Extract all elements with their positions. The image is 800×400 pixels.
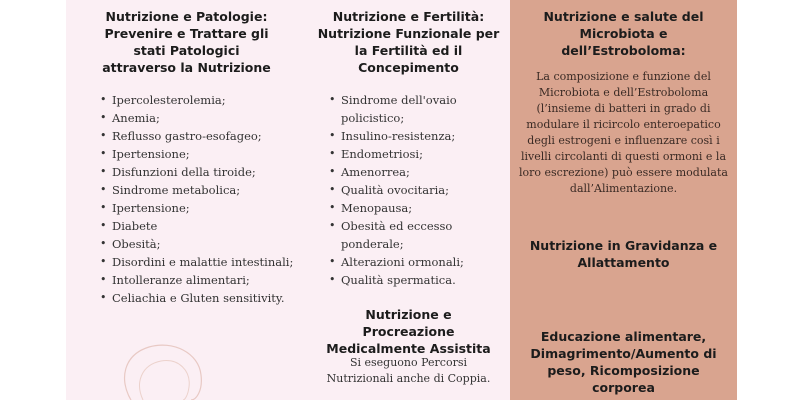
pma-title-line: Procreazione <box>362 324 455 339</box>
patologie-list <box>100 91 305 307</box>
list-item: • Reflusso gastro-esofageo; <box>100 127 305 145</box>
fertilita-title-line: Concepimento <box>358 60 459 75</box>
patologie-title-line: Prevenire e Trattare gli <box>104 26 269 41</box>
educazione-title-line: Dimagrimento/Aumento di <box>530 346 717 361</box>
column-patologie <box>66 0 307 400</box>
list-item: • Qualità ovocitaria; <box>329 181 464 199</box>
microbiota-text-line: dall’Alimentazione. <box>569 182 678 195</box>
fertilita-title-line: Nutrizione Funzionale per <box>317 26 500 41</box>
list-item: • Diabete <box>100 217 305 235</box>
microbiota-text-line: modulare il ricircolo enteroepatico <box>526 118 721 131</box>
fertilita-title <box>307 8 510 76</box>
list-item: • Intolleranze alimentari; <box>100 271 305 289</box>
list-item: • Celiachia e Gluten sensitivity. <box>100 289 305 307</box>
list-item: • Sindrome dell'ovaio policistico; <box>329 91 464 127</box>
column-microbiota <box>510 0 737 400</box>
list-item: • Ipertensione; <box>100 199 305 217</box>
educazione-title-line: peso, Ricomposizione <box>547 363 700 378</box>
list-item: • Ipertensione; <box>100 145 305 163</box>
microbiota-text-line: La composizione e funzione del <box>536 70 711 83</box>
decorative-swirl-icon <box>111 325 221 400</box>
list-item: • Menopausa; <box>329 199 464 217</box>
pma-text-line: Nutrizionali anche di Coppia. <box>326 372 491 385</box>
pma-text-line: Si eseguono Percorsi <box>349 356 468 369</box>
microbiota-title <box>510 8 737 59</box>
microbiota-text-line: Microbiota e dell’Estroboloma <box>538 86 709 99</box>
fertilita-title-line: Nutrizione e Fertilità: <box>332 9 485 24</box>
educazione-title-line: Educazione alimentare, <box>540 329 707 344</box>
microbiota-title-line: dell’Estroboloma: <box>561 43 686 58</box>
microbiota-text-line: degli estrogeni e influenzare così i <box>527 134 720 147</box>
fertilita-title-line: la Fertilità ed il <box>354 43 463 58</box>
list-item: • Endometriosi; <box>329 145 464 163</box>
column-fertilita <box>307 0 510 400</box>
list-item: • Amenorrea; <box>329 163 464 181</box>
list-item: • Obesità; <box>100 235 305 253</box>
fertilita-list <box>329 91 464 289</box>
microbiota-title-line: Nutrizione e salute del <box>543 9 704 24</box>
gravidanza-title-line: Nutrizione in Gravidanza e <box>529 238 718 253</box>
microbiota-text <box>510 69 737 197</box>
gravidanza-title-line: Allattamento <box>577 255 670 270</box>
list-item: • Disordini e malattie intestinali; <box>100 253 305 271</box>
microbiota-text-line: (l’insieme di batteri in grado di <box>536 102 711 115</box>
pma-title <box>307 306 510 357</box>
list-item: • Qualità spermatica. <box>329 271 464 289</box>
pma-title-line: Nutrizione e <box>365 307 452 322</box>
educazione-title <box>510 328 737 396</box>
list-item: • Anemia; <box>100 109 305 127</box>
gravidanza-title <box>510 237 737 271</box>
educazione-title-line: corporea <box>592 380 655 395</box>
list-item: • Alterazioni ormonali; <box>329 253 464 271</box>
list-item: • Obesità ed eccesso ponderale; <box>329 217 464 253</box>
list-item: • Insulino-resistenza; <box>329 127 464 145</box>
patologie-title-line: stati Patologici <box>133 43 240 58</box>
microbiota-text-line: livelli circolanti di questi ormoni e la <box>520 150 726 163</box>
list-item: • Sindrome metabolica; <box>100 181 305 199</box>
microbiota-text-line: loro escrezione) può essere modulata <box>519 166 728 179</box>
patologie-title-line: Nutrizione e Patologie: <box>105 9 268 24</box>
pma-text <box>307 355 510 387</box>
pma-title-line: Medicalmente Assistita <box>326 341 491 356</box>
patologie-title <box>66 8 307 76</box>
patologie-title-line: attraverso la Nutrizione <box>102 60 271 75</box>
microbiota-title-line: Microbiota e <box>579 26 668 41</box>
list-item: • Disfunzioni della tiroide; <box>100 163 305 181</box>
list-item: • Ipercolesterolemia; <box>100 91 305 109</box>
